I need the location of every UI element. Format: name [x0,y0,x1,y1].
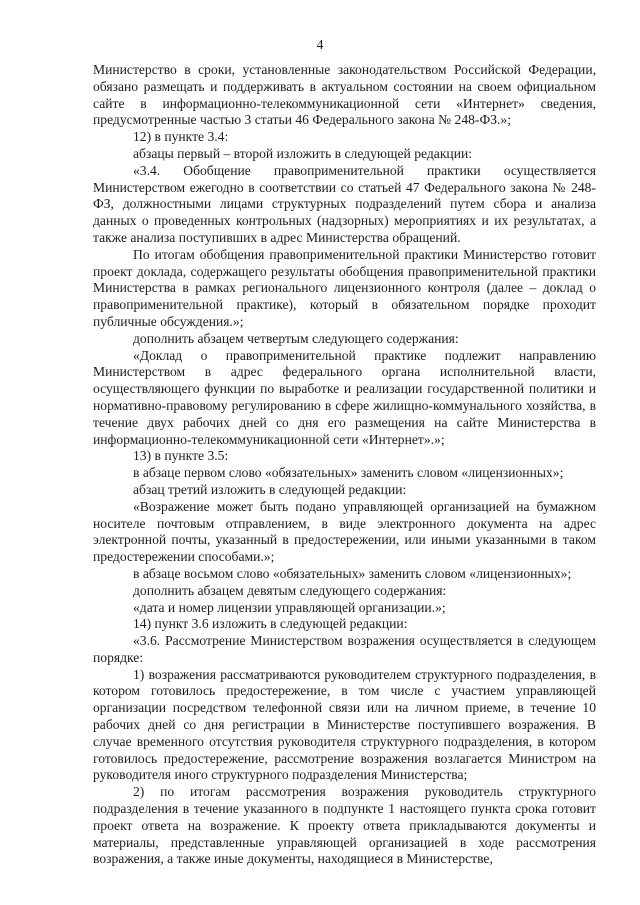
paragraph-report-direction: «Доклад о правоприменительной практике подлежит направлению Министерством в адрес федерального органа исполнительной власти, осуществляющего функции по выработке и реализации государственной политики и нормативно-правовому регулированию в сфере жилищно-коммунального хозяйства, в течение двух рабочих дней со дня его размещения на сайте Министерства в информационно-телекоммуникационной сети «Интернет».»; [93,347,596,447]
page-number: 4 [316,37,324,52]
paragraph-item-12: 12) в пункте 3.4: [133,129,229,145]
paragraph-item-12-intro: абзацы первый – второй изложить в следующей редакции: [133,145,473,161]
paragraph-item-13: 13) в пункте 3.5: [133,448,229,464]
paragraph-clause-3-4: «3.4. Обобщение правоприменительной практики осуществляется Министерством ежегодно в соответствии со статьей 47 Федерального закона № 248-ФЗ, должностными лицами структурных подразделений путем сбора и анализа данных о проведенных контрольных (надзорных) мероприятиях и их результатах, а также анализа поступивших в адрес Министерства обращений. [93,162,596,245]
paragraph-eighth-word-replace: в абзаце восьмом слово «обязательных» заменить словом «лицензионных»; [133,565,572,581]
paragraph-license-date: «дата и номер лицензии управляющей организации.»; [133,599,446,615]
paragraph-subitem-2: 2) по итогам рассмотрения возражения руководитель структурного подразделения в течение указанного в подпункте 1 настоящего пункта срока готовит проект ответа на возражение. К проекту ответа прикладываются документы и материалы, представленные управляющей организацией в ходе рассмотрения возражения, а также иные документы, находящиеся в Министерстве, [93,784,596,867]
paragraph-item-14: 14) пункт 3.6 изложить в следующей редакции: [133,616,408,632]
paragraph-first-word-replace: в абзаце первом слово «обязательных» заменить словом «лицензионных»; [133,465,564,481]
paragraph-third-restate: абзац третий изложить в следующей редакции: [133,481,407,497]
paragraph-add-fourth: дополнить абзацем четвертым следующего содержания: [133,330,459,346]
paragraph-subitem-1: 1) возражения рассматриваются руководителем структурного подразделения, в котором готовилось предостережение, в том числе с участием управляющей организации посредством телефонной связи или на личном приеме, в течение 10 рабочих дней со дня регистрации в Министерстве поступившего возражения. В случае временного отсутствия руководителя структурного подразделения, в котором готовилось предостережение, рассмотрение возражения возлагается Министром на руководителя иного структурного подразделения Министерства; [93,666,596,783]
document-body [93,62,596,868]
paragraph-objection-filing: «Возражение может быть подано управляющей организацией на бумажном носителе почтовым отправлением, в виде электронного документа на адрес электронной почты, указанный в предостережении, или иными указанными в таком предостережении способами.»; [93,498,596,565]
paragraph-clause-3-6: «3.6. Рассмотрение Министерством возражения осуществляется в следующем порядке: [93,633,596,665]
paragraph-add-ninth: дополнить абзацем девятым следующего содержания: [133,582,447,598]
paragraph-report-draft: По итогам обобщения правоприменительной практики Министерство готовит проект доклада, содержащего результаты обобщения правоприменительной практики Министерства в рамках регионального лицензионного контроля (далее – доклад о правоприменительной практике), который в обязательном порядке проходит публичные обсуждения.»; [93,246,596,329]
paragraph-ministry-obligation: Министерство в сроки, установленные законодательством Российской Федерации, обязано размещать и поддерживать в актуальном состоянии на своем официальном сайте в информационно-телекоммуникационной сети «Интернет» сведения, предусмотренные частью 3 статьи 46 Федерального закона № 248-ФЗ.»; [93,62,596,128]
